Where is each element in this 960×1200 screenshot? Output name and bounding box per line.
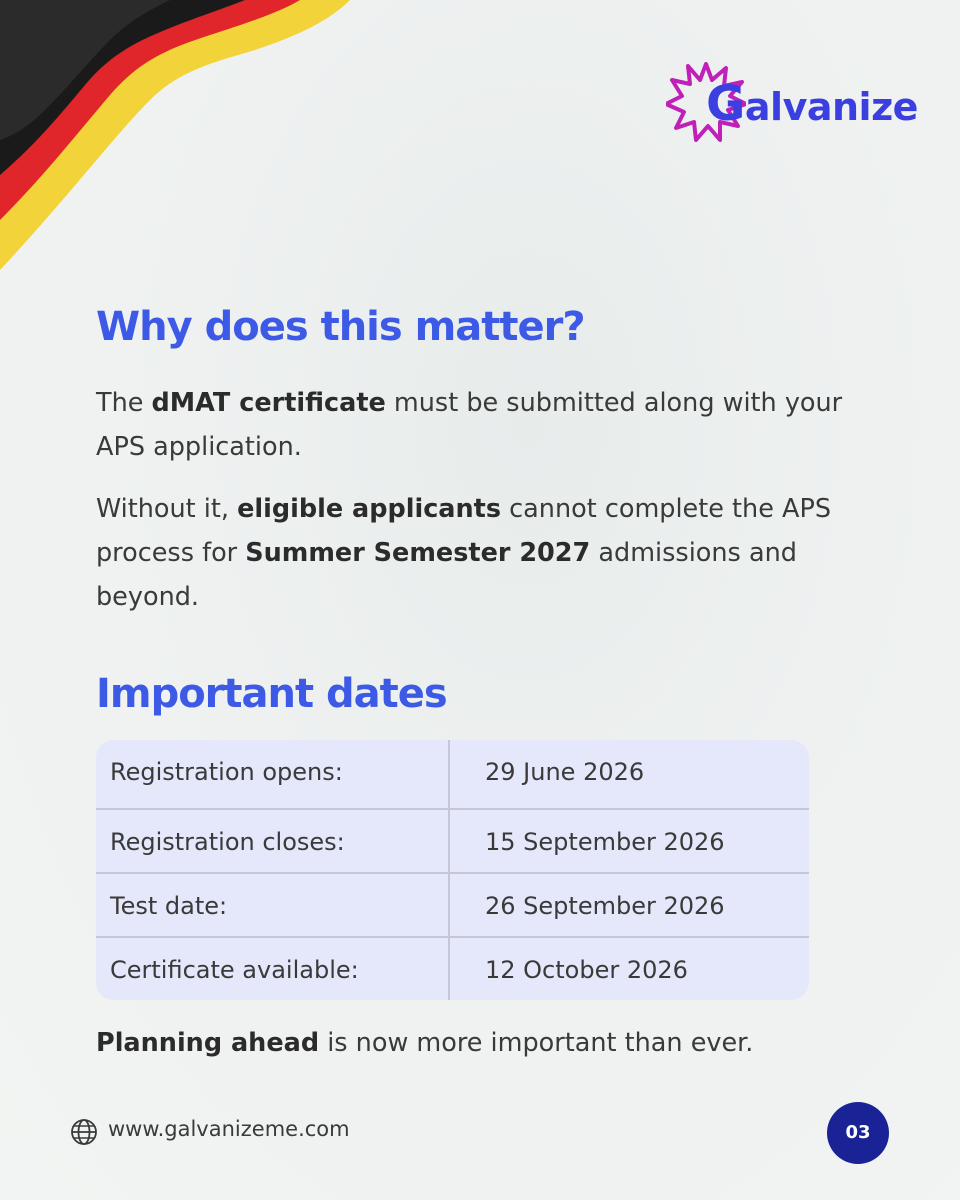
table-column-divider xyxy=(448,740,450,1000)
date-label: Registration opens: xyxy=(110,758,343,786)
date-value: 15 September 2026 xyxy=(485,828,725,856)
table-row xyxy=(96,740,809,804)
galvanize-logo xyxy=(666,62,918,142)
table-row xyxy=(96,936,809,1000)
why-paragraph-1: The dMAT certificate must be submitted along with your APS application. xyxy=(96,388,843,462)
emphasis-summer-semester: Summer Semester 2027 xyxy=(245,538,591,568)
emphasis-eligible-applicants: eligible applicants xyxy=(237,494,502,524)
logo-wordmark xyxy=(706,76,918,132)
closing-line: Planning ahead is now more important than ever. xyxy=(96,1028,754,1058)
table-row xyxy=(96,872,809,936)
why-paragraph-2: Without it, eligible applicants cannot complete the APS process for Summer Semester 2027 admissions and beyond. xyxy=(96,494,832,612)
date-value: 12 October 2026 xyxy=(485,956,688,984)
table-row xyxy=(96,808,809,872)
german-flag-ribbon xyxy=(0,0,360,290)
logo-initial: G xyxy=(706,76,745,132)
website-link[interactable]: www.galvanizeme.com xyxy=(108,1117,350,1141)
date-label: Certificate available: xyxy=(110,956,359,984)
date-label: Registration closes: xyxy=(110,828,345,856)
date-value: 29 June 2026 xyxy=(485,758,645,786)
emphasis-planning-ahead: Planning ahead xyxy=(96,1028,320,1058)
page-number-badge: 03 xyxy=(827,1102,889,1164)
dates-heading: Important dates xyxy=(96,671,447,717)
date-label: Test date: xyxy=(110,892,228,920)
globe-icon xyxy=(70,1118,98,1146)
why-heading: Why does this matter? xyxy=(96,304,585,350)
emphasis-dmat-certificate: dMAT certificate xyxy=(151,388,386,418)
important-dates-table xyxy=(96,740,809,1000)
date-value: 26 September 2026 xyxy=(485,892,725,920)
logo-name-rest: alvanize xyxy=(744,85,918,129)
